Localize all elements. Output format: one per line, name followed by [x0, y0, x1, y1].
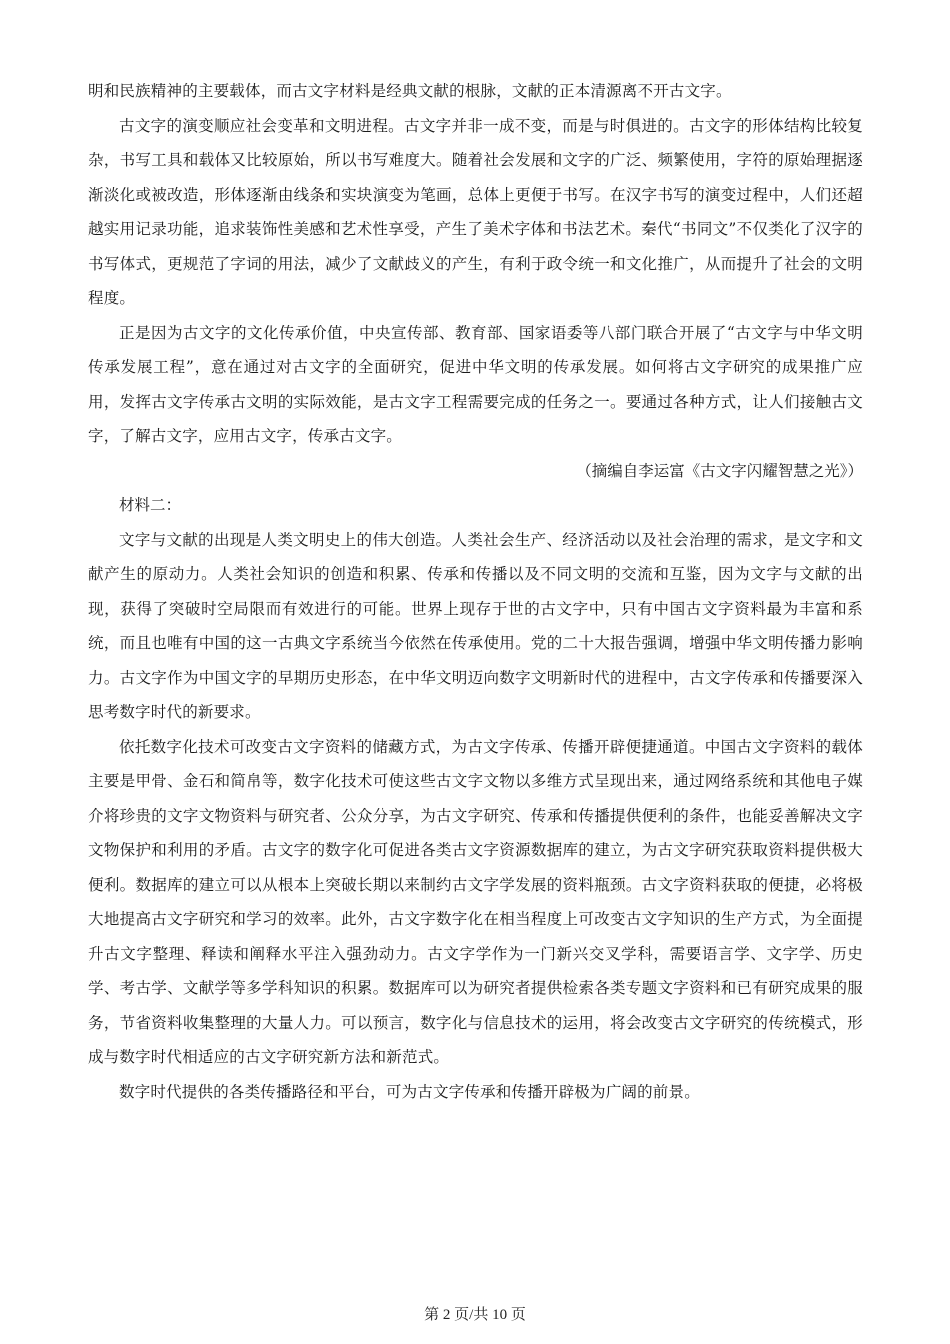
paragraph-digitization: 依托数字化技术可改变古文字资料的储藏方式，为古文字传承、传播开辟便捷通道。中国古文字资料的载体主要是甲骨、金石和简帛等，数字化技术可使这些古文字文物以多维方式呈现出来，通过网络系统和其他电子媒介将珍贵的文字文物资料与研究者、公众分享，为古文字研究、传承和传播提供便利的条件，也能妥善解决文字文物保护和利用的矛盾。古文字的数字化可促进各类古文字资源数据库的建立，为古文字研究获取资料提供极大便利。数据库的建立可以从根本上突破长期以来制约古文字学发展的资料瓶颈。古文字资料获取的便捷，必将极大地提高古文字研究和学习的效率。此外，古文字数字化在相当程度上可改变古文字知识的生产方式，为全面提升古文字整理、释读和阐释水平注入强劲动力。古文字学作为一门新兴交叉学科，需要语言学、文字学、历史学、考古学、文献学等多学科知识的积累。数据库可以为研究者提供检索各类专题文字资料和已有研究成果的服务，节省资料收集整理的大量人力。可以预言，数字化与信息技术的运用，将会改变古文字研究的传统模式，形成与数字时代相适应的古文字研究新方法和新范式。 [88, 737, 863, 1066]
paragraph-evolution: 古文字的演变顺应社会变革和文明进程。古文字并非一成不变，而是与时俱进的。古文字的形体结构比较复杂，书写工具和载体又比较原始，所以书写难度大。随着社会发展和文字的广泛、频繁使用，字符的原始理据逐渐淡化或被改造，形体逐渐由线条和实块演变为笔画，总体上更便于书写。在汉字书写的演变过程中，人们还超越实用记录功能，追求装饰性美感和艺术性享受，产生了美术字体和书法艺术。秦代“书同文”不仅类化了汉字的书写体式，更规范了字词的用法，减少了文献歧义的产生，有利于政令统一和文化推广，从而提升了社会的文明程度。 [88, 116, 863, 307]
page-number: 第 2 页/共 10 页 [424, 1307, 526, 1323]
paragraph-project: 正是因为古文字的文化传承价值，中央宣传部、教育部、国家语委等八部门联合开展了“古文字与中华文明传承发展工程”，意在通过对古文字的全面研究，促进中华文明的传承发展。如何将古文字研究的成果推广应用，发挥古文字传承古文明的实际效能，是古文字工程需要完成的任务之一。要通过各种方式，让人们接触古文字，了解古文字，应用古文字，传承古文字。 [88, 323, 863, 445]
paragraph-continuation: 明和民族精神的主要载体，而古文字材料是经典文献的根脉，文献的正本清源离不开古文字。 [88, 82, 732, 100]
source-citation: （摘编自李运富《古文字闪耀智慧之光》） [576, 461, 863, 480]
paragraph-civilization: 文字与文献的出现是人类文明史上的伟大创造。人类社会生产、经济活动以及社会治理的需求，是文字和文献产生的原动力。人类社会知识的创造和积累、传承和传播以及不同文明的交流和互鉴，因为文字与文献的出现，获得了突破时空局限而有效进行的可能。世界上现存于世的古文字中，只有中国古文字资料最为丰富和系统，而且也唯有中国的这一古典文字系统当今依然在传承使用。党的二十大报告强调，增强中华文明传播力影响力。古文字作为中国文字的早期历史形态，在中华文明迈向数字文明新时代的进程中，古文字传承和传播要深入思考数字时代的新要求。 [88, 530, 863, 721]
document-body [88, 74, 863, 1109]
material-two-heading: 材料二： [119, 496, 182, 514]
paragraph-prospects: 数字时代提供的各类传播路径和平台，可为古文字传承和传播开辟极为广阔的前景。 [119, 1082, 700, 1101]
